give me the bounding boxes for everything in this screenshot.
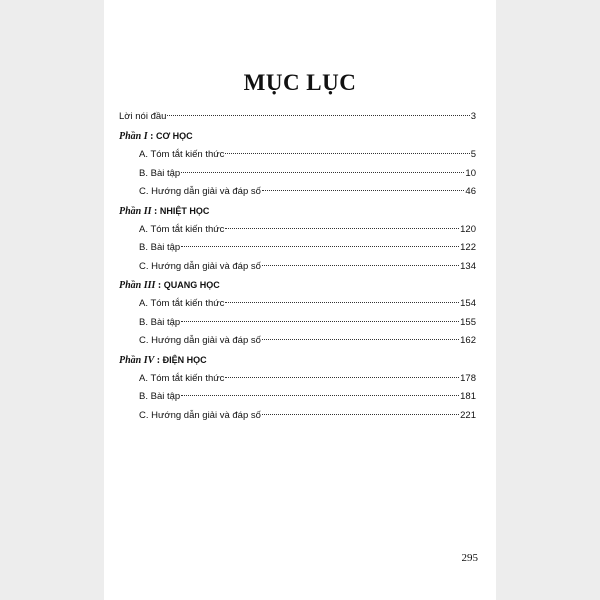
- part-prefix: Phần I: [119, 131, 148, 142]
- toc-part-heading: [119, 202, 476, 221]
- toc-entry: [119, 314, 476, 333]
- toc-part-heading: [119, 351, 476, 370]
- toc-entry-page: 221: [460, 409, 476, 421]
- toc-entry: [119, 332, 476, 351]
- toc-entry: [119, 239, 476, 258]
- toc-entry: [119, 370, 476, 389]
- dot-leader: [262, 265, 459, 266]
- toc-entry-page: 134: [460, 260, 476, 272]
- table-of-contents: [119, 108, 476, 425]
- dot-leader: [262, 414, 459, 415]
- toc-entry-page: 162: [460, 335, 476, 346]
- part-name: NHIỆT HỌC: [159, 205, 210, 216]
- toc-entry: [119, 221, 476, 240]
- part-prefix: Phần II: [119, 205, 152, 217]
- toc-entry-label: B. Bài tập: [139, 316, 181, 328]
- toc-entry-page: 178: [460, 372, 476, 384]
- toc-entry: [119, 258, 476, 277]
- toc-entry: [119, 407, 476, 426]
- toc-entry-label: A. Tóm tắt kiến thức: [139, 149, 225, 160]
- dot-leader: [225, 302, 459, 303]
- part-separator: :: [154, 354, 163, 366]
- toc-entry-label: A. Tóm tắt kiến thức: [139, 223, 225, 235]
- dot-leader: [167, 115, 469, 116]
- toc-entry: [119, 388, 476, 407]
- toc-entry: [119, 146, 476, 165]
- toc-entry-label: A. Tóm tắt kiến thức: [139, 298, 225, 309]
- toc-entry-label: B. Bài tập: [139, 242, 181, 253]
- part-prefix: Phần IV: [119, 354, 155, 366]
- toc-entry-label: C. Hướng dẫn giải và đáp số: [139, 409, 261, 421]
- toc-entry-label: C. Hướng dẫn giải và đáp số: [139, 186, 261, 197]
- dot-leader: [181, 321, 459, 322]
- toc-entry-page: 181: [460, 391, 476, 402]
- book-page: [104, 0, 496, 600]
- toc-entry-label: C. Hướng dẫn giải và đáp số: [139, 335, 261, 346]
- toc-entry: [119, 183, 476, 202]
- part-separator: :: [151, 205, 160, 217]
- part-separator: :: [155, 280, 164, 291]
- page-title: MỤC LỤC: [243, 70, 357, 95]
- part-separator: :: [147, 131, 156, 142]
- part-name: CƠ HỌC: [155, 131, 193, 141]
- toc-entry-label: Lời nói đầu: [119, 111, 167, 122]
- dot-leader: [225, 228, 459, 229]
- toc-entry-preface: [119, 108, 476, 125]
- page-number: 295: [461, 552, 478, 564]
- dot-leader: [225, 153, 469, 154]
- toc-entry-page: 3: [470, 111, 476, 122]
- toc-entry-page: 5: [470, 149, 476, 160]
- toc-entry-page: 120: [460, 223, 476, 235]
- part-name: ĐIỆN HỌC: [162, 354, 207, 365]
- toc-entry-page: 46: [465, 186, 476, 197]
- toc-part-heading: [119, 127, 476, 146]
- dot-leader: [181, 395, 459, 396]
- dot-leader: [181, 246, 459, 247]
- toc-entry: [119, 295, 476, 314]
- toc-entry-page: 154: [460, 298, 476, 309]
- toc-entry-label: B. Bài tập: [139, 391, 181, 402]
- dot-leader: [262, 339, 459, 340]
- toc-entry: [119, 165, 476, 184]
- toc-entry-label: A. Tóm tắt kiến thức: [139, 372, 225, 384]
- dot-leader: [225, 377, 459, 378]
- part-name: QUANG HỌC: [163, 280, 220, 290]
- toc-entry-page: 155: [460, 316, 476, 328]
- toc-part-heading: [119, 276, 476, 295]
- part-prefix: Phần III: [119, 280, 156, 291]
- toc-entry-page: 10: [465, 167, 476, 179]
- dot-leader: [181, 172, 464, 173]
- toc-entry-label: B. Bài tập: [139, 167, 181, 179]
- toc-entry-label: C. Hướng dẫn giải và đáp số: [139, 260, 261, 272]
- toc-entry-page: 122: [460, 242, 476, 253]
- dot-leader: [262, 190, 465, 191]
